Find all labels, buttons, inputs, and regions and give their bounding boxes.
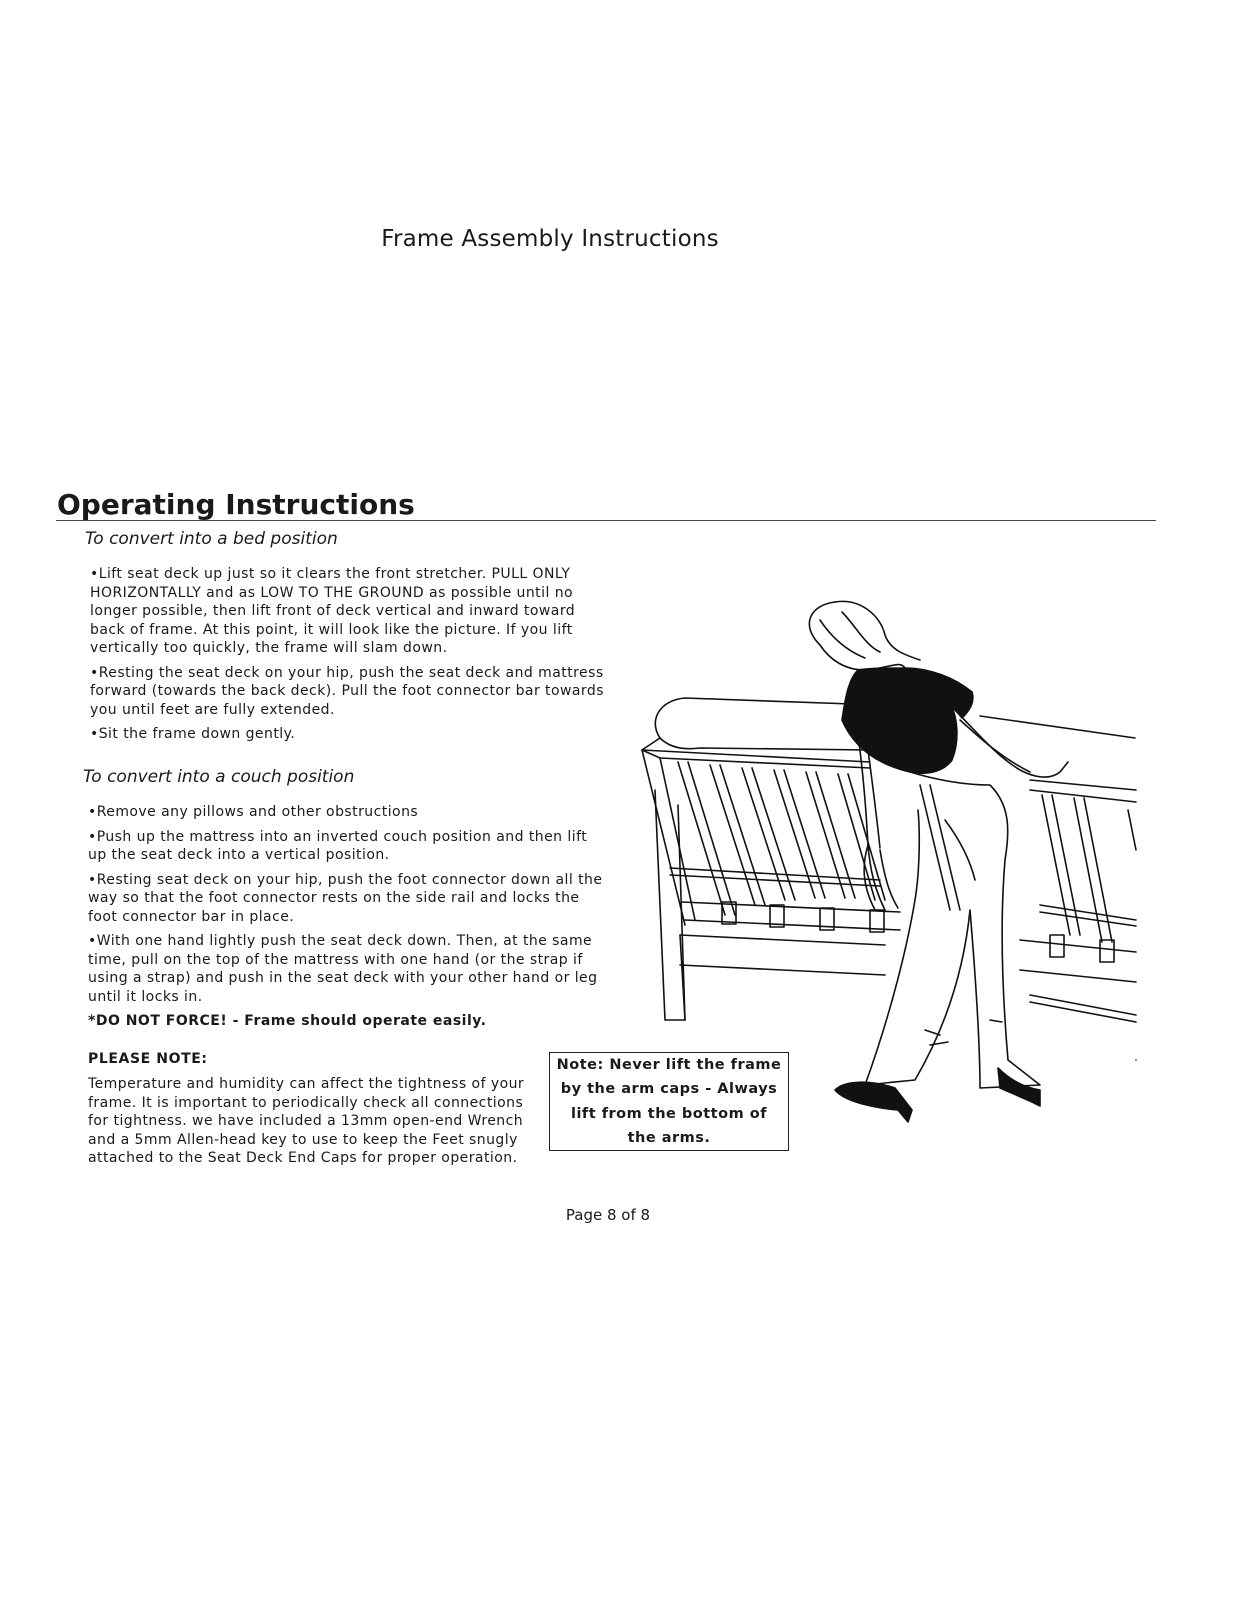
back-deck-slats	[678, 762, 1136, 942]
bed-position-heading: To convert into a bed position	[85, 529, 338, 549]
couch-step-3: •Resting seat deck on your hip, push the foot connector down all the way so that the foot connector rests on the side rail and locks the foot connector bar in place.	[88, 871, 603, 925]
please-note-heading: PLEASE NOTE:	[88, 1051, 208, 1067]
bed-step-3: •Sit the frame down gently.	[90, 726, 296, 742]
couch-position-heading: To convert into a couch position	[83, 767, 355, 787]
seat-deck-stops	[722, 902, 1114, 962]
page-number: Page 8 of 8	[565, 1206, 651, 1224]
section-divider	[56, 520, 1156, 521]
couch-step-1: •Remove any pillows and other obstructions	[88, 804, 419, 820]
bed-position-steps	[90, 565, 606, 750]
couch-step-2: •Push up the mattress into an inverted couch position and then lift up the seat deck into a vertical position.	[88, 828, 588, 863]
arm-caps-warning-text: Note: Never lift the frame by the arm caps - Always lift from the bottom of the arms.	[556, 1056, 782, 1146]
futon-operation-illustration	[630, 590, 1150, 1130]
couch-step-4: •With one hand lightly push the seat deck down. Then, at the same time, pull on the top of the mattress with one hand (or the strap if using a strap) and push in the seat deck with your other hand or leg until it locks in.	[88, 933, 598, 1005]
document-title: Frame Assembly Instructions	[381, 226, 719, 252]
couch-position-steps	[88, 803, 606, 1037]
bed-step-1: •Lift seat deck up just so it clears the front stretcher. PULL ONLY HORIZONTALLY and as LOW TO THE GROUND as possible until no longer possible, then lift front of deck vertical and inward toward back of frame. At this point, it will look like the picture. If you lift vertically too quickly, the frame will slam down.	[90, 566, 576, 656]
do-not-force-warning: *DO NOT FORCE! - Frame should operate easily.	[88, 1013, 487, 1029]
please-note-body: Temperature and humidity can affect the tightness of your frame. It is important to periodically check all connections for tightness. we have included a 13mm open-end Wrench and a 5mm Allen-head key to use to keep the Feet snugly attached to the Seat Deck End Caps for proper operation.	[88, 1076, 525, 1166]
section-title: Operating Instructions	[57, 488, 415, 521]
bed-step-2: •Resting the seat deck on your hip, push the seat deck and mattress forward (towards the back deck). Pull the foot connector bar towards you until feet are fully extended.	[90, 664, 604, 718]
